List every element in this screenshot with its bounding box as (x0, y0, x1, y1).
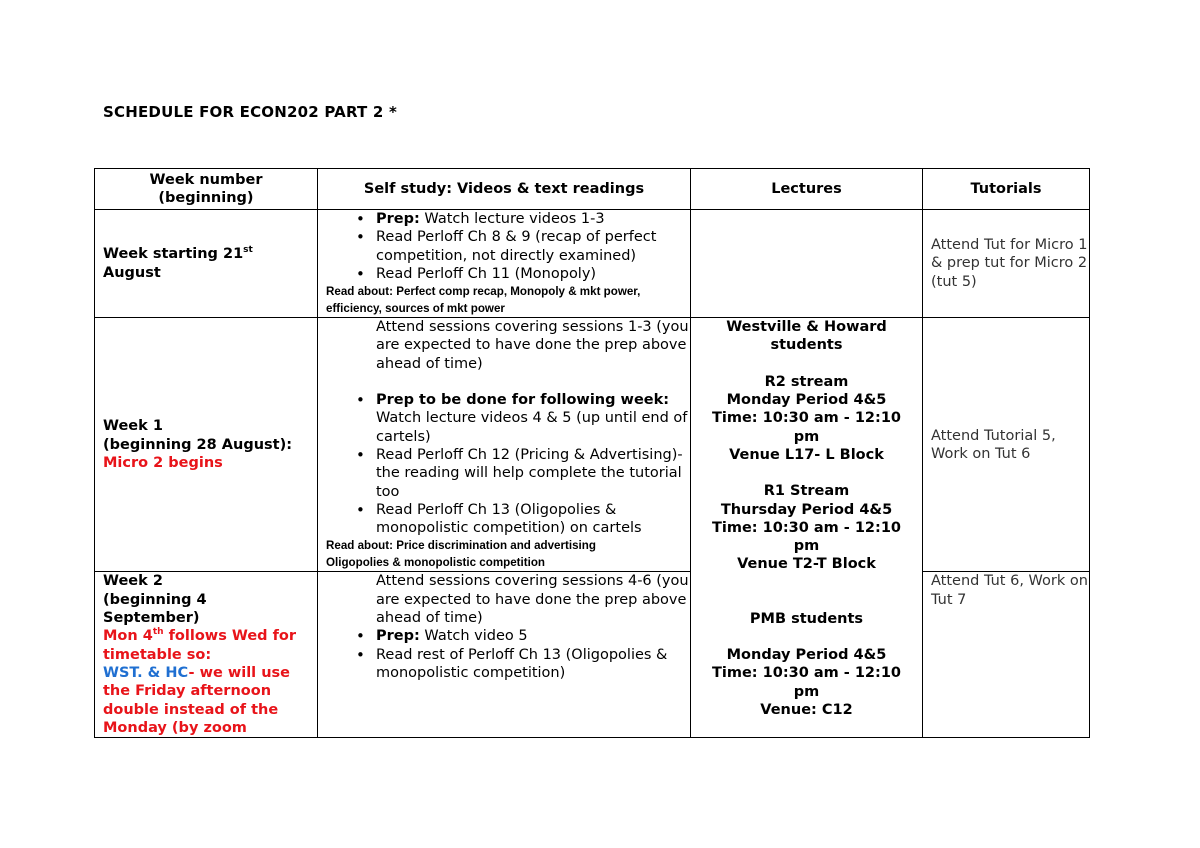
list-item: • Read Perloff Ch 13 (Oligopolies & monopolistic competition) on cartels (318, 501, 690, 538)
study-cell (318, 318, 691, 572)
study-intro: Attend sessions covering sessions 4-6 (you are expected to have done the prep above ahead of time) (376, 573, 689, 627)
week-beginning: (beginning 28 August): (103, 436, 293, 453)
list-item: • Prep: Watch lecture videos 1-3 (318, 210, 690, 228)
study-cell (318, 572, 691, 738)
study-list (318, 391, 690, 537)
document-title: SCHEDULE FOR ECON202 PART 2 * (103, 103, 397, 121)
list-item: • Prep to be done for following week: Watch lecture videos 4 & 5 (up until end of cartels) (318, 391, 690, 446)
study-list (318, 627, 690, 682)
lecture-venue: Venue: C12 (760, 701, 853, 718)
lecture-venue: Venue T2-T Block (737, 556, 876, 573)
lecture-cell-empty (691, 210, 923, 318)
lecture-venue: Venue L17- L Block (729, 446, 884, 463)
week-label: Week starting 21 (103, 246, 244, 263)
header-tutorials: Tutorials (923, 169, 1090, 210)
study-cell (318, 210, 691, 318)
lecture-time: Time: 10:30 am - 12:10 pm (711, 410, 902, 445)
header-lectures: Lectures (691, 169, 923, 210)
header-row (95, 169, 1090, 210)
lecture-period: Monday Period 4&5 (726, 647, 887, 664)
tutorial-cell: Attend Tut for Micro 1 & prep tut for Micro 2 (tut 5) (923, 210, 1090, 318)
list-item: • Read Perloff Ch 12 (Pricing & Advertising)- the reading will help complete the tutorial too (318, 446, 690, 501)
week-cell (95, 318, 318, 572)
tutorial-cell: Attend Tutorial 5, Work on Tut 6 (923, 318, 1090, 572)
week-label: Week 2 (103, 573, 163, 590)
lecture-stream: R2 stream (764, 373, 849, 390)
lecture-group: PMB students (749, 610, 864, 627)
week-label-month: August (103, 264, 161, 281)
header-self-study: Self study: Videos & text readings (318, 169, 691, 210)
lecture-period: Monday Period 4&5 (726, 392, 887, 409)
week-cell (95, 210, 318, 318)
header-week: Week number (beginning) (95, 169, 318, 210)
week-label: Week 1 (103, 418, 163, 435)
list-item: • Prep: Watch video 5 (318, 627, 690, 645)
lecture-time: Time: 10:30 am - 12:10 pm (711, 519, 902, 555)
table-row (95, 318, 1090, 572)
lecture-period: Thursday Period 4&5 (720, 501, 893, 518)
lecture-time: Time: 10:30 am - 12:10 pm (711, 665, 902, 700)
schedule-table (94, 168, 1090, 738)
table-row (95, 572, 1090, 738)
week-beginning: (beginning 4 September) (103, 591, 207, 627)
read-about: Read about: Price discrimination and advertising Oligopolies & monopolistic competition (326, 539, 596, 570)
study-list (318, 210, 690, 283)
lecture-stream: R1 Stream (763, 483, 850, 500)
list-item: • Read Perloff Ch 8 & 9 (recap of perfect competition, not directly examined) (318, 228, 690, 265)
lecture-cell (691, 318, 923, 738)
study-intro: Attend sessions covering sessions 1-3 (you are expected to have done the prep above ahead of time) (376, 319, 689, 372)
tutorial-cell: Attend Tut 6, Work on Tut 7 (923, 572, 1090, 738)
read-about: Read about: Perfect comp recap, Monopoly & mkt power, efficiency, sources of mkt power (326, 285, 641, 316)
week-note: Mon 4th follows Wed for timetable so: WST. & HC- we will use the Friday afternoon double instead of the Monday (by zoom (103, 627, 297, 736)
table-row (95, 210, 1090, 318)
week-note: Micro 2 begins (103, 454, 223, 471)
list-item: • Read rest of Perloff Ch 13 (Oligopolies & monopolistic competition) (318, 646, 690, 683)
week-sup: st (243, 245, 253, 256)
lecture-group: Westville & Howard students (726, 319, 887, 354)
list-item: • Read Perloff Ch 11 (Monopoly) (318, 265, 690, 283)
week-cell (95, 572, 318, 738)
